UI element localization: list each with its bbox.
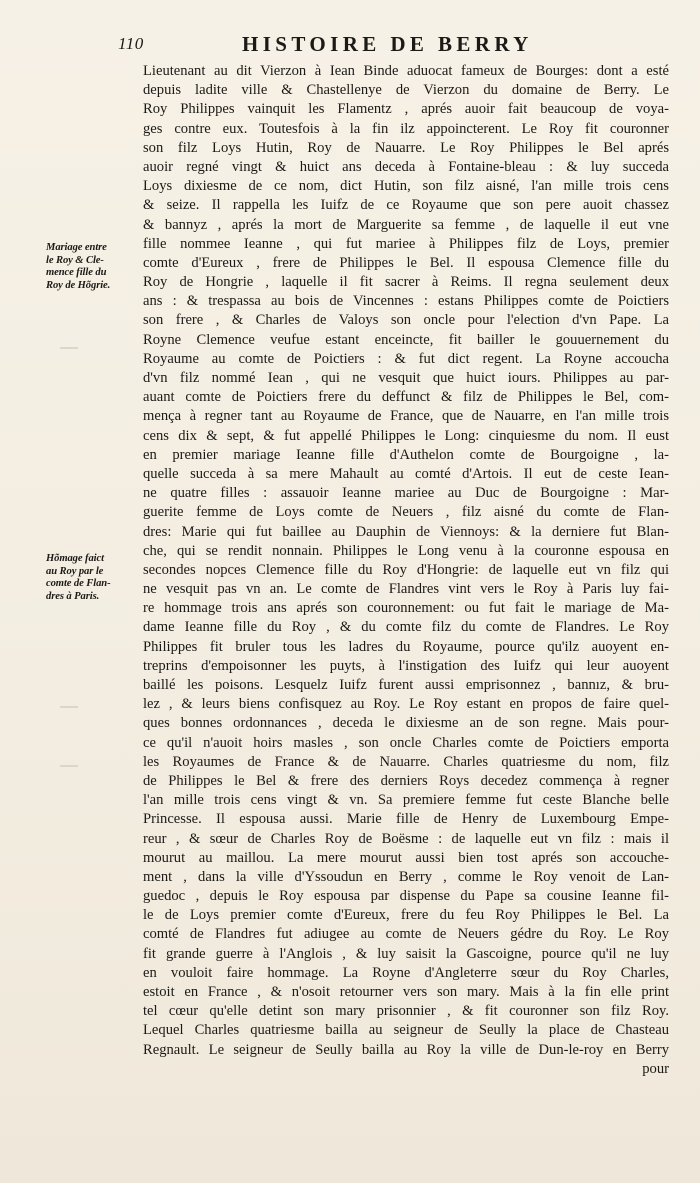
margin-note-line: dres à Paris.: [46, 590, 100, 602]
text-line: estoit en France , & n'osoit retourner vers son mary. Mais à la fin elle print: [143, 984, 669, 1000]
text-line: fille nommee Ieanne , qui fut mariee à Philippes filz de Loys, premier: [143, 235, 669, 252]
text-line: comté de Flandres fut adiugee au comte de Neuers gédre du Roy. Le Roy: [143, 926, 669, 943]
text-line: en premier mariage Ieanne fille d'Authelon comte de Bourgoigne , la-: [143, 446, 669, 463]
text-line: depuis ladite ville & Chastellenye de Vierzon du domaine de Berry. Le: [143, 82, 669, 99]
text-line: tel cœur qu'elle detint son mary prisonnier , & fit couronner son filz Roy.: [143, 1003, 669, 1020]
text-line: de Philippes le Bel & frere des derniers Roys decedez commença à regner: [143, 772, 669, 789]
text-line: ne quatre filles : assauoir Ieanne mariee au Duc de Bourgoigne : Mar-: [143, 485, 669, 502]
text-line: quelle succeda à sa mere Mahault au comté d'Artois. Il eut de ceste Iean-: [143, 465, 669, 482]
text-line: baillé les poisons. Lesquelz Iuifz furent aussi emprisonnez , bannız, & bru-: [143, 677, 669, 693]
text-line: Loys dixiesme de ce nom, dict Hutin, son filz aisné, l'an mille trois cens: [143, 178, 669, 195]
text-line: reur , & sœur de Charles Roy de Boësme : de laquelle eut vn filz : mais il: [143, 830, 669, 847]
text-line: Lequel Charles quatriesme bailla au seigneur de Seully la place de Chasteau: [143, 1022, 669, 1039]
margin-note-hommage: [46, 553, 141, 603]
text-line: Philippes fit bruler tous les ladres du Royaume, pource qu'ilz auoyent en-: [143, 638, 669, 655]
text-line: Roy Philippes vainquit les Flamentz , aprés auoir fait beaucoup de voya-: [143, 101, 669, 118]
show-through-mark: [60, 706, 78, 708]
text-line: guerite femme de Loys comte de Neuers , filz aisné du comte de Flan-: [143, 504, 669, 521]
text-line: ans : & trespassa au bois de Vincennes : estans Philippes comte de Poictiers: [143, 293, 669, 310]
margin-note-line: comte de Flan-: [46, 578, 111, 590]
text-line: re hommage trois ans aprés son couronnement: ou fut fait le mariage de Ma-: [143, 600, 669, 617]
text-line: Royaume au comte de Poictiers : & fut dict regent. La Royne accoucha: [143, 350, 669, 367]
text-line: mença à regner tant au Royaume de France, que de Nauarre, en l'an mille trois: [143, 408, 669, 425]
text-line: Lieutenant au dit Vierzon à Iean Binde aduocat fameux de Bourges: dont a esté: [143, 63, 669, 79]
text-line: son filz Loys Hutin, Roy de Nauarre. Le Roy Philippes le Bel aprés: [143, 139, 669, 156]
running-head: [118, 34, 676, 58]
text-line: Royne Clemence veufue estant enceincte, fit bailler le gouuernement du: [143, 331, 669, 348]
text-line: auant comte de Poictiers frere du deffunct & filz de Philippes le Bel, com-: [143, 389, 669, 406]
text-line: en vouloit faire hommage. La Royne d'Angleterre sœur du Roy Charles,: [143, 964, 669, 981]
margin-note-line: Mariage entre: [46, 242, 107, 253]
text-line: Regnault. Le seigneur de Seully bailla au Roy la ville de Dun-le-roy en Berry: [143, 1041, 669, 1058]
margin-note-line: mence fille du: [46, 267, 107, 279]
text-line: secondes nopces Clemence fille du Roy d'Hongrie: de laquelle eut vn filz qui: [143, 561, 669, 578]
margin-note-line: Roy de Hõgrie.: [46, 279, 111, 291]
text-line: son frere , & Charles de Valoys son oncle pour l'election d'vn Pape. La: [143, 312, 669, 329]
text-line: pour: [642, 1060, 669, 1077]
text-line: mourut au maillou. La mere mourut aussi bien tost aprés son accouche-: [143, 849, 669, 866]
page-title: HISTOIRE DE BERRY: [242, 32, 533, 56]
text-line: auoir regné vingt & huict ans deceda à Fontaine-bleau : & luy succeda: [143, 158, 669, 175]
text-line: ges contre eux. Toutesfois à la fin ilz appoincterent. Le Roy fit couronner: [143, 120, 669, 137]
text-line: Roy de Hongrie , laquelle il fit sacrer à Reims. Il regna seulement deux: [143, 274, 669, 291]
text-line: d'vn filz nommé Iean , qui ne vesquit que huict iours. Philippes au par-: [143, 370, 669, 386]
text-line: che, qui se rendit nonnain. Philippes le Long venu à la couronne espousa en: [143, 542, 669, 559]
text-line: Princesse. Il espousa aussi. Marie fille de Henry de Luxembourg Empe-: [143, 811, 669, 828]
main-text: [143, 62, 669, 1079]
margin-note-line: au Roy par le: [46, 565, 104, 577]
margin-note-line: le Roy & Cle-: [46, 254, 104, 266]
text-line: ce qu'il n'auoit hoirs masles , son oncle Charles comte de Poictiers emporta: [143, 734, 669, 751]
text-line: fit grande guerre à l'Anglois , & luy saisit la Gascoigne, pource qu'il ne luy: [143, 945, 669, 962]
text-line: & seize. Il rappella les Iuifz de ce Royaume que son pere auoit chassez: [143, 197, 669, 214]
margin-note-line: Hõmage faict: [46, 553, 104, 564]
text-line: treprins d'empoisonner les puyts, à l'instigation des Iuifz qui leur auoyent: [143, 657, 669, 674]
text-line: comte d'Eureux , frere de Philippes le Bel. Il espousa Clemence fille du: [143, 254, 669, 271]
show-through-mark: [60, 347, 78, 349]
text-line: dame Ieanne fille du Roy , & du comte filz du comte de Flandres. Le Roy: [143, 619, 669, 636]
text-line: guedoc , depuis le Roy espousa par dispense du Pape sa cousine Ieanne fil-: [143, 888, 669, 905]
page-number: 110: [118, 34, 144, 53]
text-line: ne vesquit pas vn an. Le comte de Flandres vint vers le Roy à Paris luy fai-: [143, 581, 669, 598]
text-line: ques bonnes ordonnances , deceda le dixiesme an de son regne. Mais pour-: [143, 715, 669, 732]
show-through-mark: [60, 765, 78, 767]
text-line: cens dix & sept, & fut appellé Philippes le Long: cinquiesme du nom. Il eust: [143, 427, 669, 444]
margin-note-mariage: [46, 242, 141, 292]
text-line: l'an mille trois cens vingt & vn. Sa premiere femme fut ceste Blanche belle: [143, 792, 669, 809]
text-line: les Royaumes de France & de Nauarre. Charles quatriesme du nom, filz: [143, 753, 669, 770]
text-line: dres: Marie qui fut baillee au Dauphin de Viennoys: & la derniere fut Blan-: [143, 523, 669, 540]
text-line: & bannyz , aprés la mort de Marguerite sa femme , de laquelle il eut vne: [143, 216, 669, 233]
text-line: le de Loys premier comte d'Eureux, frere du feu Roy Philippes le Bel. La: [143, 907, 669, 924]
text-line: lez , & leurs biens confisquez au Roy. Le Roy estant en propos de faire quel-: [143, 696, 669, 713]
text-line: ment , dans la ville d'Yssoudun en Berry , comme le Roy venoit de Lan-: [143, 868, 669, 885]
